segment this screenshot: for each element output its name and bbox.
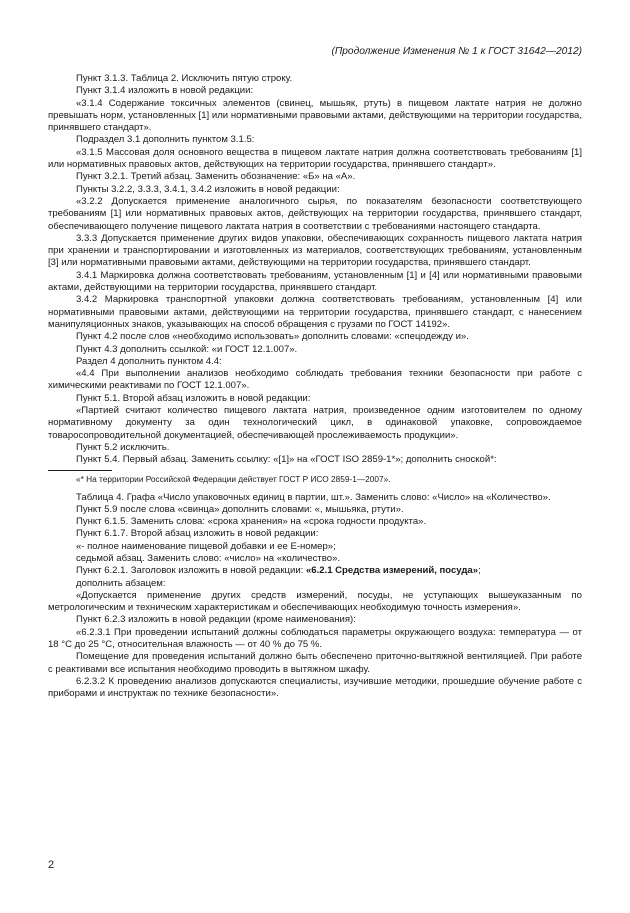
paragraph: «3.1.4 Содержание токсичных элементов (свинец, мышьяк, ртуть) в пищевом лактате натрия не должно превышать норм, установленных [1] или нормативными правовыми актами, действующими на территории государства, принявшего стандарт».: [48, 97, 582, 134]
paragraph: «3.1.5 Массовая доля основного вещества в пищевом лактате натрия должна соответствовать требованиям [1] или нормативных правовых актов, действующих на территории государства, принявшего стандарт».: [48, 146, 582, 171]
footnote-divider: [48, 470, 112, 471]
paragraph: Пункт 6.1.5. Заменить слова: «срока хранения» на «срока годности продукта».: [76, 516, 427, 528]
paragraph: Помещение для проведения испытаний должно быть обеспечено приточно-вытяжной вентиляцией. При работе с реактивами все испытания необходимо проводить в вытяжном шкафу.: [48, 651, 582, 675]
bold-heading: «6.2.1 Средства измерений, посуда»: [305, 565, 479, 577]
paragraph: Пункт 5.1. Второй абзац изложить в новой редакции:: [76, 392, 311, 404]
paragraph: «6.2.3.1 При проведении испытаний должны соблюдаться параметры окружающего воздуха: температура — от 18 °С до 25 °С, относительная влажность — от 40 % до 75 %.: [48, 626, 582, 651]
footnote: «* На территории Российской Федерации действует ГОСТ Р ИСО 2859-1—2007».: [76, 473, 391, 484]
paragraph-with-heading: [48, 565, 582, 577]
paragraph: Пункт 5.9 после слова «свинца» дополнить словами: «, мышьяка, ртути».: [76, 503, 404, 515]
paragraph: 6.2.3.2 К проведению анализов допускаются специалисты, изучившие методики, прошедшие обучение работе с приборами и инструктаж по технике безопасности».: [48, 675, 582, 700]
paragraph: «- полное наименование пищевой добавки и ее Е-номер»;: [76, 540, 336, 552]
paragraph: Пункт 4.2 после слов «необходимо использовать» дополнить словами: «спецодежду и».: [76, 331, 469, 343]
paragraph: Пункты 3.2.2, 3.3.3, 3.4.1, 3.4.2 изложить в новой редакции:: [76, 183, 340, 195]
paragraph: Пункт 3.1.4 изложить в новой редакции:: [76, 85, 254, 97]
paragraph-text: Пункт 6.2.1. Заголовок изложить в новой редакции:: [76, 565, 306, 577]
paragraph: Пункт 3.1.3. Таблица 2. Исключить пятую строку.: [76, 73, 293, 84]
paragraph: Пункт 5.4. Первый абзац. Заменить ссылку: «[1]» на «ГОСТ ISO 2859-1*»; дополнить сноской*:: [76, 454, 497, 466]
paragraph: Пункт 4.3 дополнить ссылкой: «и ГОСТ 12.1.007».: [76, 343, 298, 355]
document-body: [48, 73, 582, 701]
paragraph: Пункт 6.1.7. Второй абзац изложить в новой редакции:: [76, 528, 319, 540]
paragraph: дополнить абзацем:: [76, 577, 166, 589]
page-number: 2: [48, 859, 55, 871]
paragraph: «3.2.2 Допускается применение аналогичного сырья, по показателям безопасности соответствующего требованиям [1] или нормативных правовых актов, действующих на территории государства, принявшего стандарт, обеспечивающего получение пищевого лактата натрия в соответствии с требованиями настоящего стандарта.: [48, 195, 582, 232]
paragraph: Раздел 4 дополнить пунктом 4.4:: [76, 355, 222, 367]
paragraph: Таблица 4. Графа «Число упаковочных единиц в партии, шт.». Заменить слово: «Число» на «Количество».: [76, 491, 551, 503]
paragraph: Пункт 6.2.3 изложить в новой редакции (кроме наименования):: [76, 614, 356, 626]
paragraph: «Допускается применение других средств измерений, посуды, не уступающих вышеуказанным по метрологическим и техническим характеристикам и обеспечивающих необходимую точность измерения».: [48, 589, 582, 614]
paragraph: 3.4.1 Маркировка должна соответствовать требованиям, установленным [1] и [4] или нормативными правовыми актами, действующими на территории государства, принявшего стандарт.: [48, 269, 582, 294]
paragraph: седьмой абзац. Заменить слово: «число» на «количество».: [76, 552, 341, 564]
spacer: [48, 485, 582, 492]
paragraph: Пункт 5.2 исключить.: [76, 441, 170, 453]
page-header: (Продолжение Изменения № 1 к ГОСТ 31642—2012): [331, 46, 582, 57]
paragraph: 3.3.3 Допускается применение других видов упаковки, обеспечивающих сохранность пищевого лактата натрия при хранении и транспортировании и изготовленных из материалов, соответствующих требованиям, установленным [3] или нормативными правовыми актами, действующими на территории государства, принявшего стандарт.: [48, 232, 582, 269]
paragraph: 3.4.2 Маркировка транспортной упаковки должна соответствовать требованиям, установленным [4] или нормативными правовыми актами, действующими на территории государства, принявшего стандарт, с нанесением манипуляционных знаков, указывающих на способ обращения с грузами по ГОСТ 14192».: [48, 294, 582, 330]
paragraph: «4.4 При выполнении анализов необходимо соблюдать требования техники безопасности при работе с химическими реактивами по ГОСТ 12.1.007».: [48, 368, 582, 392]
paragraph: Подраздел 3.1 дополнить пунктом 3.1.5:: [76, 134, 255, 146]
paragraph: Пункт 3.2.1. Третий абзац. Заменить обозначение: «Б» на «А».: [76, 171, 356, 183]
paragraph: «Партией считают количество пищевого лактата натрия, произведенное одним изготовителем по одному нормативному документу за один технологический цикл, в одинаковой упаковке, сопровождаемое товаросопроводительной документацией, обеспечивающей прослеживаемость продукции».: [48, 405, 582, 441]
heading-suffix: ;: [478, 565, 481, 577]
